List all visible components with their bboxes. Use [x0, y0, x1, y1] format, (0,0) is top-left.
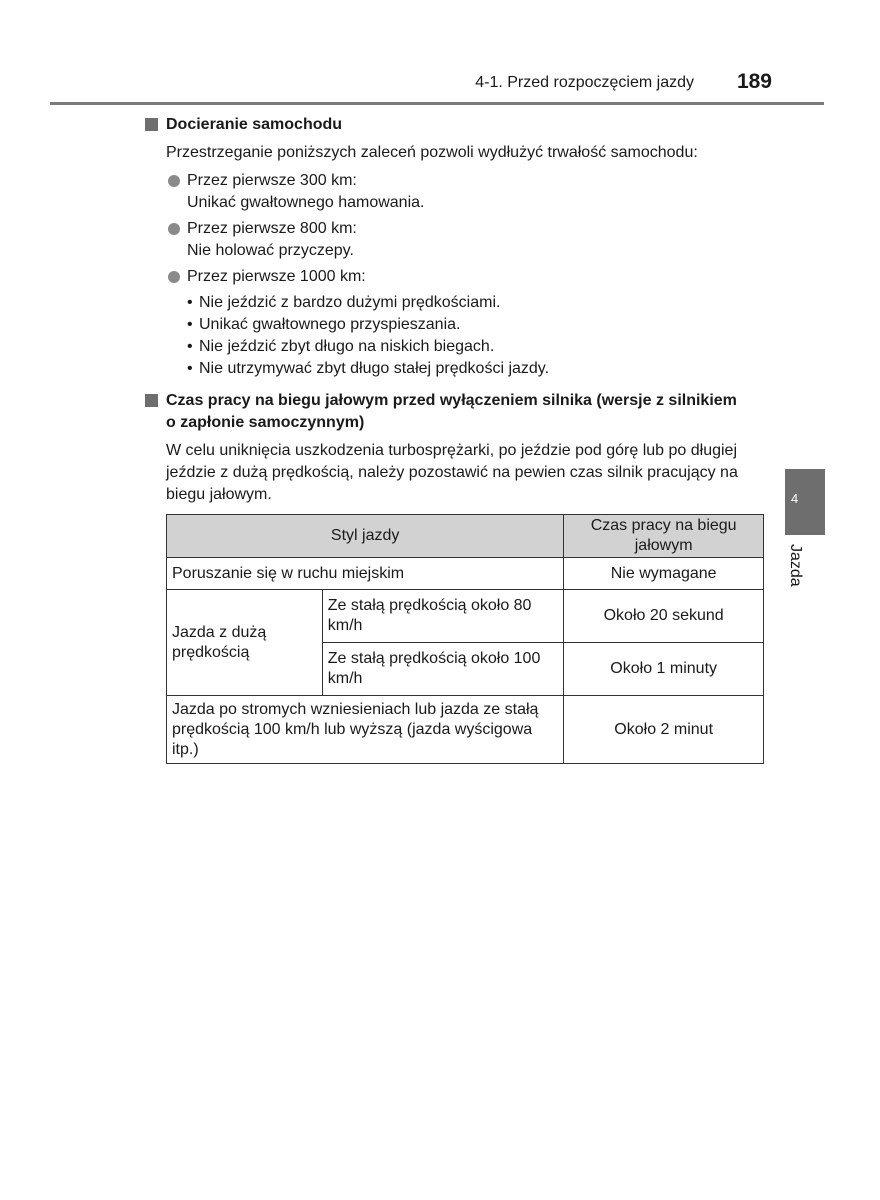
cell-time: Nie wymagane: [564, 558, 764, 590]
bullet-icon: •: [187, 360, 193, 377]
cell-style: Poruszanie się w ruchu miejskim: [167, 558, 564, 590]
heading-text-line1: Czas pracy na biegu jałowym przed wyłączeniem silnika (wersje z silnikiem: [166, 392, 737, 409]
header-time: Czas pracy na biegu jałowym: [564, 515, 764, 558]
cell-time: Około 1 minuty: [564, 643, 764, 696]
bullet-icon: •: [187, 338, 193, 355]
section-heading-idle-time: [145, 390, 767, 434]
table-row: [167, 696, 764, 764]
page-header: [50, 64, 824, 105]
cell-time: Około 2 minut: [564, 696, 764, 764]
sub-list: [145, 292, 767, 380]
chapter-tab: [785, 469, 825, 535]
list-item-title: Przez pierwsze 1000 km:: [187, 268, 366, 285]
table-header-row: [167, 515, 764, 558]
intro-paragraph: Przestrzeganie poniższych zaleceń pozwoli wydłużyć trwałość samochodu:: [166, 144, 698, 161]
bullet-icon: •: [187, 316, 193, 333]
page-content: [145, 114, 767, 764]
heading-text-line2: o zapłonie samoczynnym): [166, 414, 365, 431]
heading-text: Docieranie samochodu: [166, 116, 343, 133]
sub-list-item: • Nie jeździć z bardzo dużymi prędkościami.: [187, 292, 767, 314]
sub-list-item: • Nie utrzymywać zbyt długo stałej prędkości jazdy.: [187, 358, 767, 380]
section-heading-break-in: [145, 114, 767, 136]
turbo-paragraph: W celu uniknięcia uszkodzenia turbosprężarki, po jeździe pod górę lub po długiej jeździe z dużą prędkością, należy pozostawić na pewien czas silnik pracujący na biegu jałowym.: [166, 442, 738, 503]
list-item-text: Nie holować przyczepy.: [187, 242, 354, 259]
list-item-title: Przez pierwsze 800 km:: [187, 220, 357, 237]
cell-style: Jazda po stromych wzniesieniach lub jazda ze stałą prędkością 100 km/h lub wyższą (jazda wyścigowa itp.): [167, 696, 564, 764]
cell-time: Około 20 sekund: [564, 590, 764, 643]
list-item: [145, 266, 767, 288]
list-item-text: Unikać gwałtownego hamowania.: [187, 194, 425, 211]
table-row: [167, 590, 764, 643]
square-bullet-icon: [145, 394, 158, 407]
square-bullet-icon: [145, 118, 158, 131]
circle-bullet-icon: [168, 175, 180, 187]
cell-group-label: Jazda z dużą prędkością: [167, 590, 323, 696]
table-row: [167, 558, 764, 590]
list-item: [145, 218, 767, 262]
cell-sub-style: Ze stałą prędkością około 100 km/h: [322, 643, 564, 696]
chapter-label: Jazda: [787, 544, 804, 587]
cell-sub-style: Ze stałą prędkością około 80 km/h: [322, 590, 564, 643]
sub-list-item: • Nie jeździć zbyt długo na niskich biegach.: [187, 336, 767, 358]
list-item-title: Przez pierwsze 300 km:: [187, 172, 357, 189]
page-number: 189: [736, 70, 772, 93]
section-title: 4-1. Przed rozpoczęciem jazdy: [475, 74, 694, 91]
bullet-icon: •: [187, 294, 193, 311]
circle-bullet-icon: [168, 271, 180, 283]
circle-bullet-icon: [168, 223, 180, 235]
idle-time-table: [166, 514, 764, 764]
sub-list-item: • Unikać gwałtownego przyspieszania.: [187, 314, 767, 336]
chapter-number: 4: [791, 491, 799, 506]
list-item: [145, 170, 767, 214]
header-style: Styl jazdy: [167, 515, 564, 558]
